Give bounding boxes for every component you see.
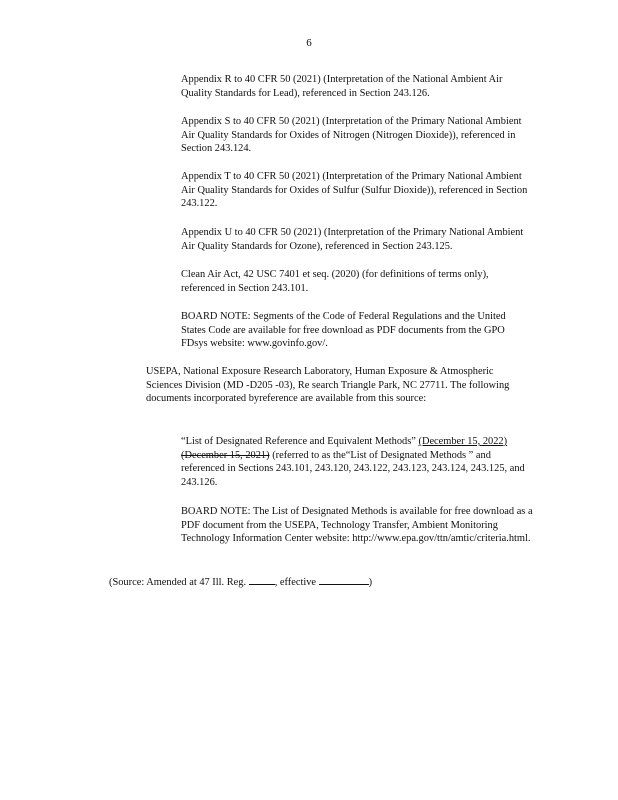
board-note-cfr: BOARD NOTE: Segments of the Code of Federal Regulations and the United States Code are available for free download as PDF documents from the GPO FDsys website: www.govinfo.gov/. xyxy=(181,311,506,350)
deleted-date: (December 15, 2021) xyxy=(181,449,270,461)
list-title: “List of Designated Reference and Equivalent Methods” xyxy=(181,436,416,447)
list-designated-methods-entry xyxy=(181,435,533,489)
source-middle: , effective xyxy=(274,577,317,588)
source-prefix: (Source: Amended at 47 Ill. Reg. xyxy=(109,577,247,588)
appendix-r-entry: Appendix R to 40 CFR 50 (2021) (Interpretation of the National Ambient Air Quality Standards for Lead), referenced in Section 243.126. xyxy=(181,74,503,99)
list-rest: (referred to as the“List of Designated Methods ” and referenced in Sections 243.101, 243.120, 243.122, 243.123, 243.124, 243.125, and 243.126. xyxy=(181,449,525,488)
clean-air-act-entry: Clean Air Act, 42 USC 7401 et seq. (2020) (for definitions of terms only), referenced in Section 243.101. xyxy=(181,269,489,294)
effective-date-blank xyxy=(319,574,369,585)
appendix-s-entry: Appendix S to 40 CFR 50 (2021) (Interpretation of the Primary National Ambient Air Quality Standards for Oxides of Nitrogen (Nitrogen Dioxide)), referenced in Section 243.124. xyxy=(181,116,522,155)
added-date: (December 15, 2022) xyxy=(418,436,508,447)
page-number: 6 xyxy=(306,37,312,49)
source-line xyxy=(109,574,529,590)
register-blank xyxy=(249,574,275,585)
board-note-list: BOARD NOTE: The List of Designated Methods is available for free download as a PDF document from the USEPA, Technology Transfer, Ambient Monitoring Technology Information Center website: http://www.epa.gov/ttn/amtic/criteria.html. xyxy=(181,506,533,545)
source-suffix: ) xyxy=(368,577,373,588)
appendix-u-entry: Appendix U to 40 CFR 50 (2021) (Interpretation of the Primary National Ambient Air Quality Standards for Ozone), referenced in Section 243.125. xyxy=(181,227,524,252)
usepa-source-paragraph: USEPA, National Exposure Research Laboratory, Human Exposure & Atmospheric Sciences Division (MD -D205 -03), Re search Triangle Park, NC 27711. The following documents incorporated byreference are available from this source: xyxy=(146,366,510,405)
appendix-t-entry: Appendix T to 40 CFR 50 (2021) (Interpretation of the Primary National Ambient Air Quality Standards for Oxides of Sulfur (Sulfur Dioxide)), referenced in Section 243.122. xyxy=(181,171,528,210)
